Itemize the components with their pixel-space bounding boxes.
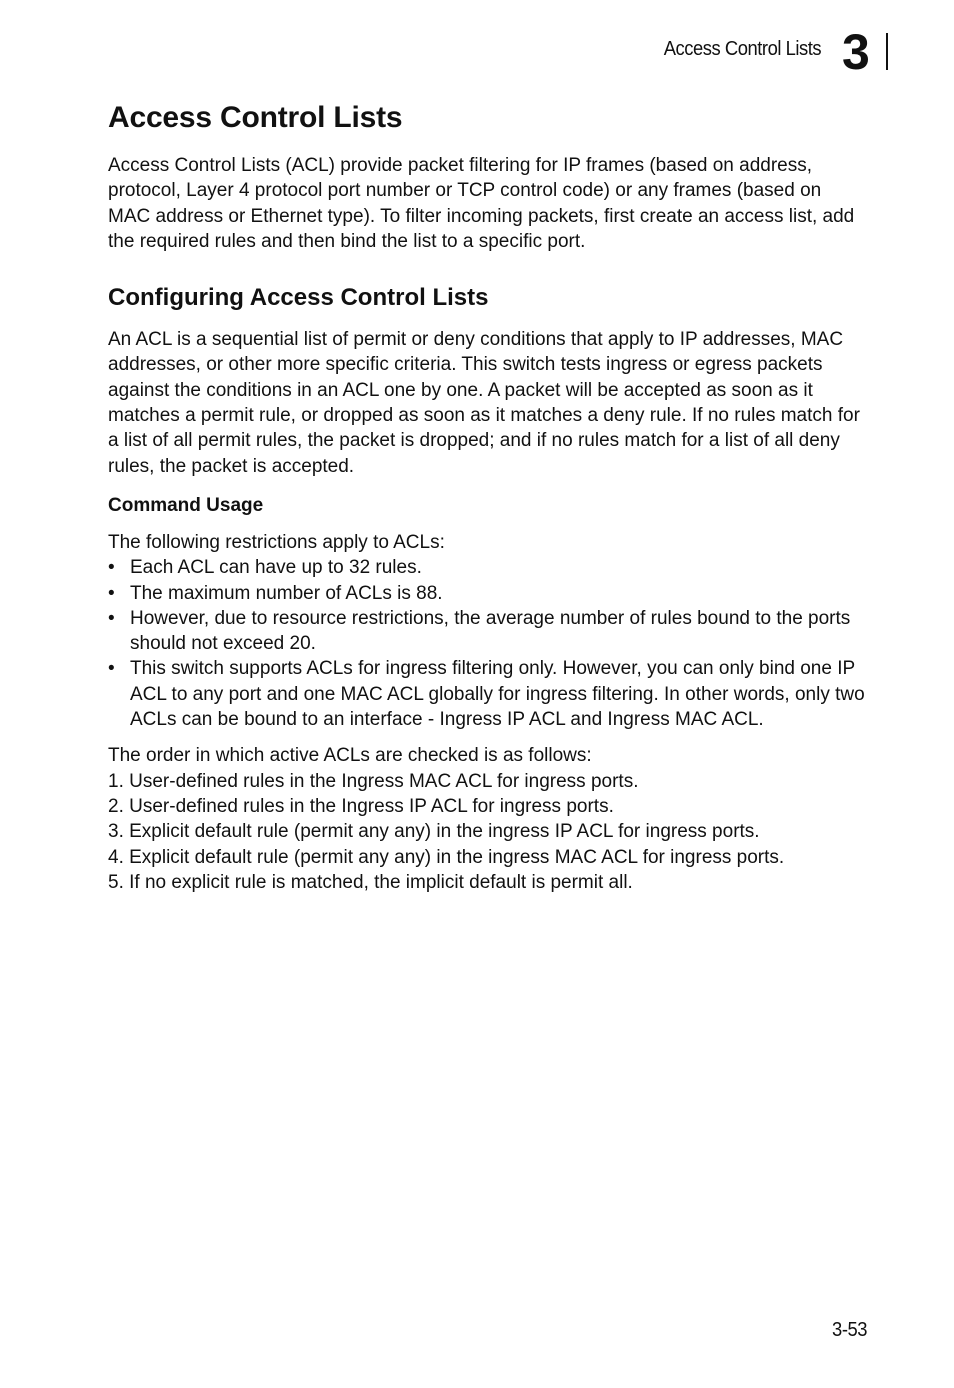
- bullet-icon: •: [108, 557, 115, 579]
- list-item: 3. Explicit default rule (permit any any) in the ingress IP ACL for ingress ports.: [108, 821, 760, 843]
- list-item-text: However, due to resource restrictions, the average number of rules bound to the ports should not exceed 20.: [130, 607, 851, 655]
- list-item-text: The maximum number of ACLs is 88.: [130, 582, 443, 604]
- command-usage-heading: Command Usage: [108, 494, 264, 516]
- page-content: [108, 98, 868, 895]
- running-header-title: Access Control Lists: [663, 38, 821, 60]
- page-title: Access Control Lists: [108, 101, 403, 134]
- list-item: [108, 581, 868, 606]
- list-item: 1. User-defined rules in the Ingress MAC ACL for ingress ports.: [108, 770, 639, 792]
- intro-paragraph: Access Control Lists (ACL) provide packet filtering for IP frames (based on address, protocol, Layer 4 protocol port number or TCP control code) or any frames (based on MAC address or Ethernet type). To filter incoming packets, first create an access list, add the required rules and then bind the list to a specific port.: [108, 155, 855, 252]
- list-item-text: This switch supports ACLs for ingress filtering only. However, you can only bind one IP ACL to any port and one MAC ACL globally for ingress filtering. In other words, only two ACLs can be bound to an interface - Ingress IP ACL and Ingress MAC ACL.: [130, 658, 865, 731]
- section-heading: Configuring Access Control Lists: [108, 284, 489, 312]
- chapter-number: 3: [842, 24, 869, 80]
- list-item: 2. User-defined rules in the Ingress IP ACL for ingress ports.: [108, 795, 614, 817]
- list-item: [108, 606, 868, 657]
- list-item: 4. Explicit default rule (permit any any) in the ingress MAC ACL for ingress ports.: [108, 846, 785, 868]
- bullet-icon: •: [108, 658, 115, 680]
- bullet-icon: •: [108, 607, 115, 629]
- list-item: [108, 656, 868, 732]
- list-item: 5. If no explicit rule is matched, the implicit default is permit all.: [108, 871, 633, 893]
- order-intro: The order in which active ACLs are checked is as follows:: [108, 745, 592, 767]
- bullet-icon: •: [108, 582, 115, 604]
- restrictions-list: [108, 555, 868, 732]
- restrictions-intro: The following restrictions apply to ACLs:: [108, 531, 445, 553]
- acl-description-paragraph: An ACL is a sequential list of permit or deny conditions that apply to IP addresses, MAC addresses, or other more specific criteria. This switch tests ingress or egress packets against the conditions in an ACL one by one. A packet will be accepted as soon as it matches a permit rule, or dropped as soon as it matches a deny rule. If no rules match for a list of all permit rules, the packet is dropped; and if no rules match for a list of all deny rules, the packet is accepted.: [108, 329, 860, 477]
- list-item-text: Each ACL can have up to 32 rules.: [130, 557, 422, 579]
- check-order-list: [108, 769, 868, 895]
- chapter-divider: [886, 33, 888, 70]
- list-item: [108, 555, 868, 580]
- page-number: 3-53: [832, 1319, 867, 1341]
